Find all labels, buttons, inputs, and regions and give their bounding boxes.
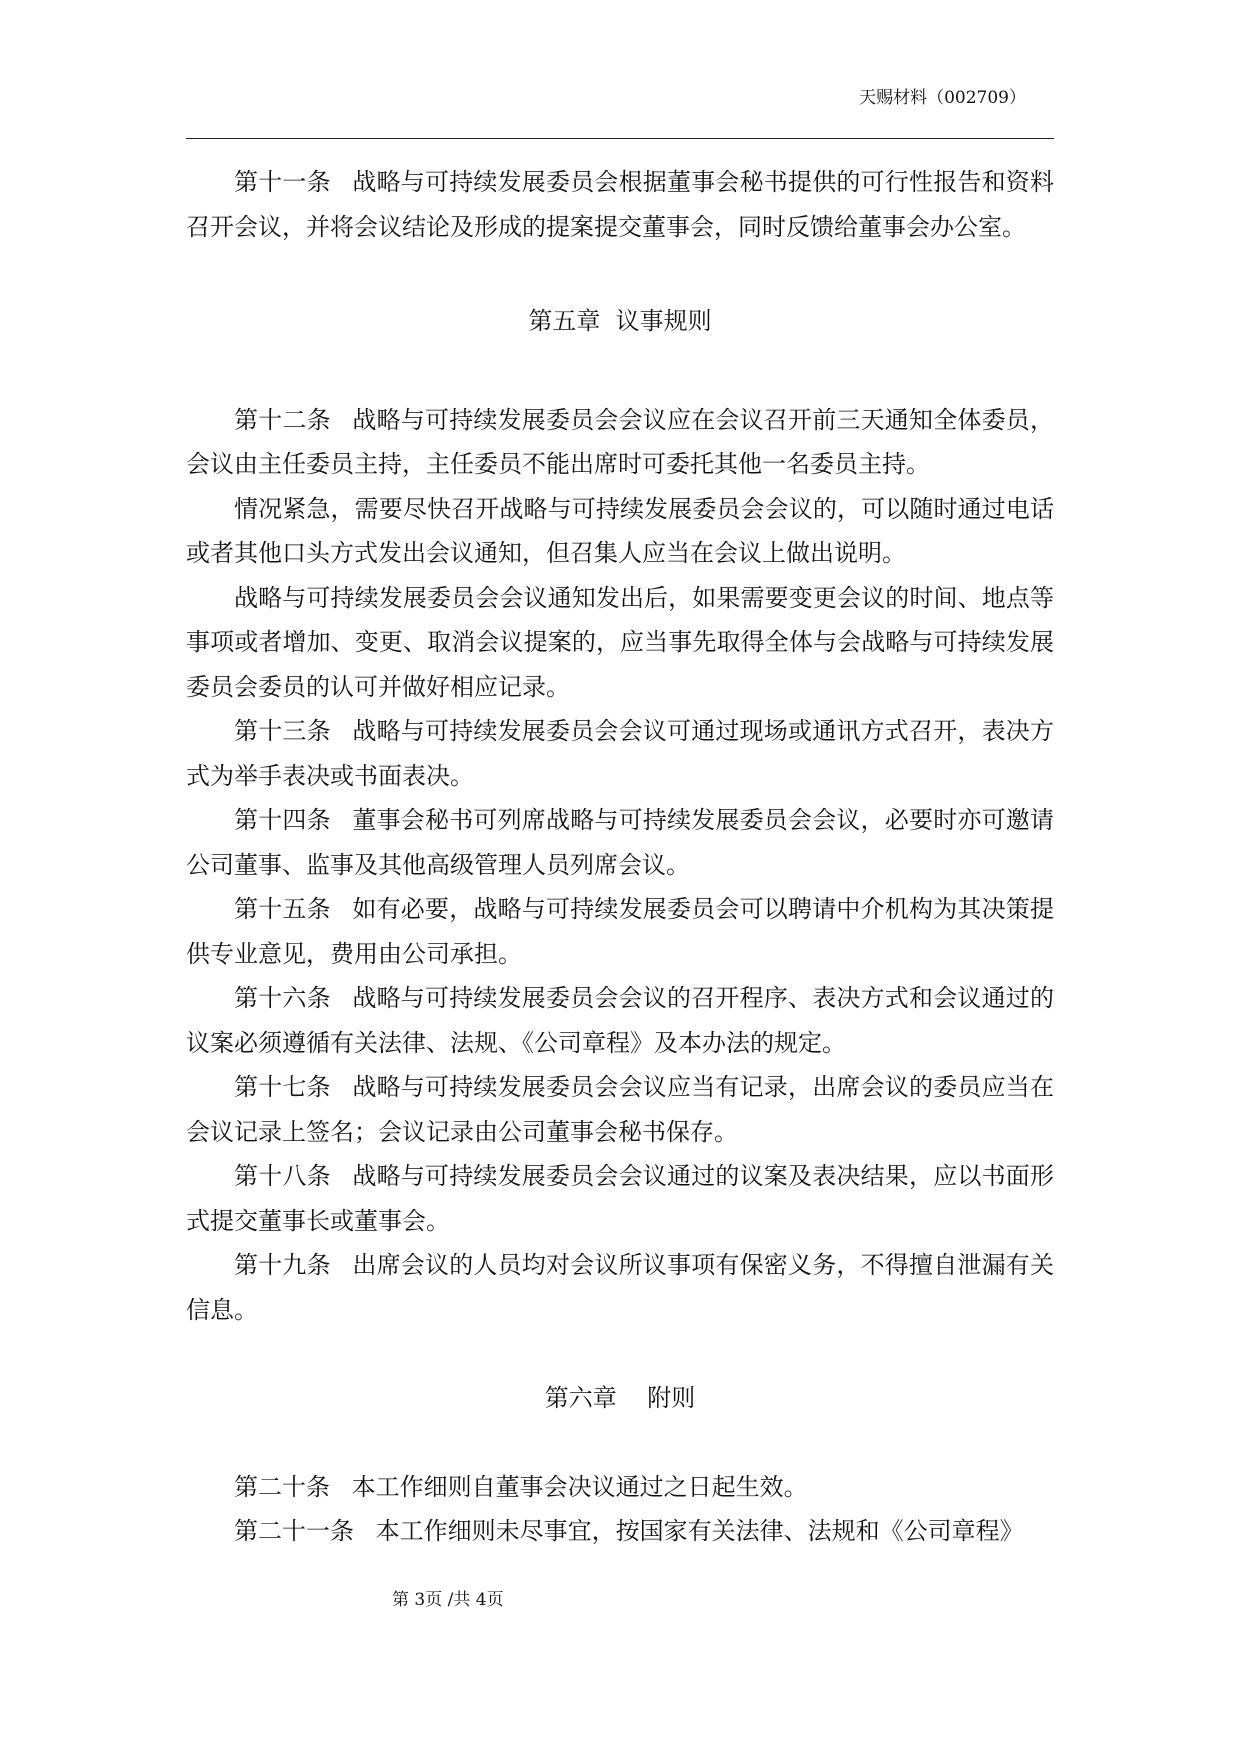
article-label: 第十一条 [234,168,331,196]
article-20 [186,1465,1054,1510]
article-19 [186,1243,1054,1332]
article-21 [186,1509,1054,1554]
article-label: 第二十条 [234,1472,330,1501]
article-label: 第十六条 [234,984,331,1012]
article-15 [186,887,1054,976]
article-text: 战略与可持续发展委员会根据董事会秘书提供的可行性报告和资料召开会议，并将会议结论及形成的提案提交董事会，同时反馈给董事会办公室。 [186,168,1055,241]
document-body [186,160,1054,1554]
article-text: 本工作细则自董事会决议通过之日起生效。 [351,1472,808,1501]
chapter-5-heading: 第五章 议事规则 [528,307,712,335]
article-label: 第十五条 [234,895,331,923]
article-label: 第十二条 [234,405,331,434]
article-text: 如有必要，战略与可持续发展委员会可以聘请中介机构为其决策提供专业意见，费用由公司承担。 [186,895,1055,968]
header-divider [186,138,1054,139]
article-17 [186,1065,1054,1154]
page-header-company: 天赐材料（002709） [859,88,1026,108]
article-16 [186,976,1054,1065]
article-14 [186,798,1054,887]
article-text: 战略与可持续发展委员会会议通过的议案及表决结果，应以书面形式提交董事长或董事会。 [186,1162,1055,1235]
article-label: 第十九条 [234,1251,331,1279]
article-text: 战略与可持续发展委员会会议应在会议召开前三天通知全体委员，会议由主任委员主持，主任委员不能出席时可委托其他一名委员主持。 [186,405,1055,478]
article-11 [186,160,1054,249]
page-footer-number: 第 3页 /共 4页 [392,1590,504,1610]
article-12-paragraph-3: 战略与可持续发展委员会会议通知发出后，如果需要变更会议的时间、地点等事项或者增加、变更、取消会议提案的，应当事先取得全体与会战略与可持续发展委员会委员的认可并做好相应记录。 [186,583,1054,701]
article-12-paragraph-2: 情况紧急，需要尽快召开战略与可持续发展委员会会议的，可以随时通过电话或者其他口头方式发出会议通知，但召集人应当在会议上做出说明。 [186,494,1054,567]
article-18 [186,1154,1054,1243]
article-12 [186,398,1054,487]
article-label: 第十三条 [234,717,331,745]
article-label: 第十四条 [234,806,331,834]
article-label: 第十七条 [234,1073,331,1101]
article-text: 本工作细则未尽事宜，按国家有关法律、法规和《公司章程》 [375,1517,1024,1545]
article-text: 出席会议的人员均对会议所议事项有保密义务，不得擅自泄漏有关信息。 [186,1251,1055,1324]
article-label: 第十八条 [234,1162,331,1190]
article-13 [186,709,1054,798]
article-text: 董事会秘书可列席战略与可持续发展委员会会议，必要时亦可邀请公司董事、监事及其他高级管理人员列席会议。 [186,806,1055,879]
chapter-6-heading: 第六章 附则 [544,1384,696,1412]
article-text: 战略与可持续发展委员会会议可通过现场或通讯方式召开，表决方式为举手表决或书面表决。 [186,717,1055,790]
article-text: 战略与可持续发展委员会会议的召开程序、表决方式和会议通过的议案必须遵循有关法律、法规、《公司章程》及本办法的规定。 [186,984,1055,1057]
article-label: 第二十一条 [234,1517,354,1545]
article-text: 战略与可持续发展委员会会议应当有记录，出席会议的委员应当在会议记录上签名；会议记录由公司董事会秘书保存。 [186,1073,1055,1146]
